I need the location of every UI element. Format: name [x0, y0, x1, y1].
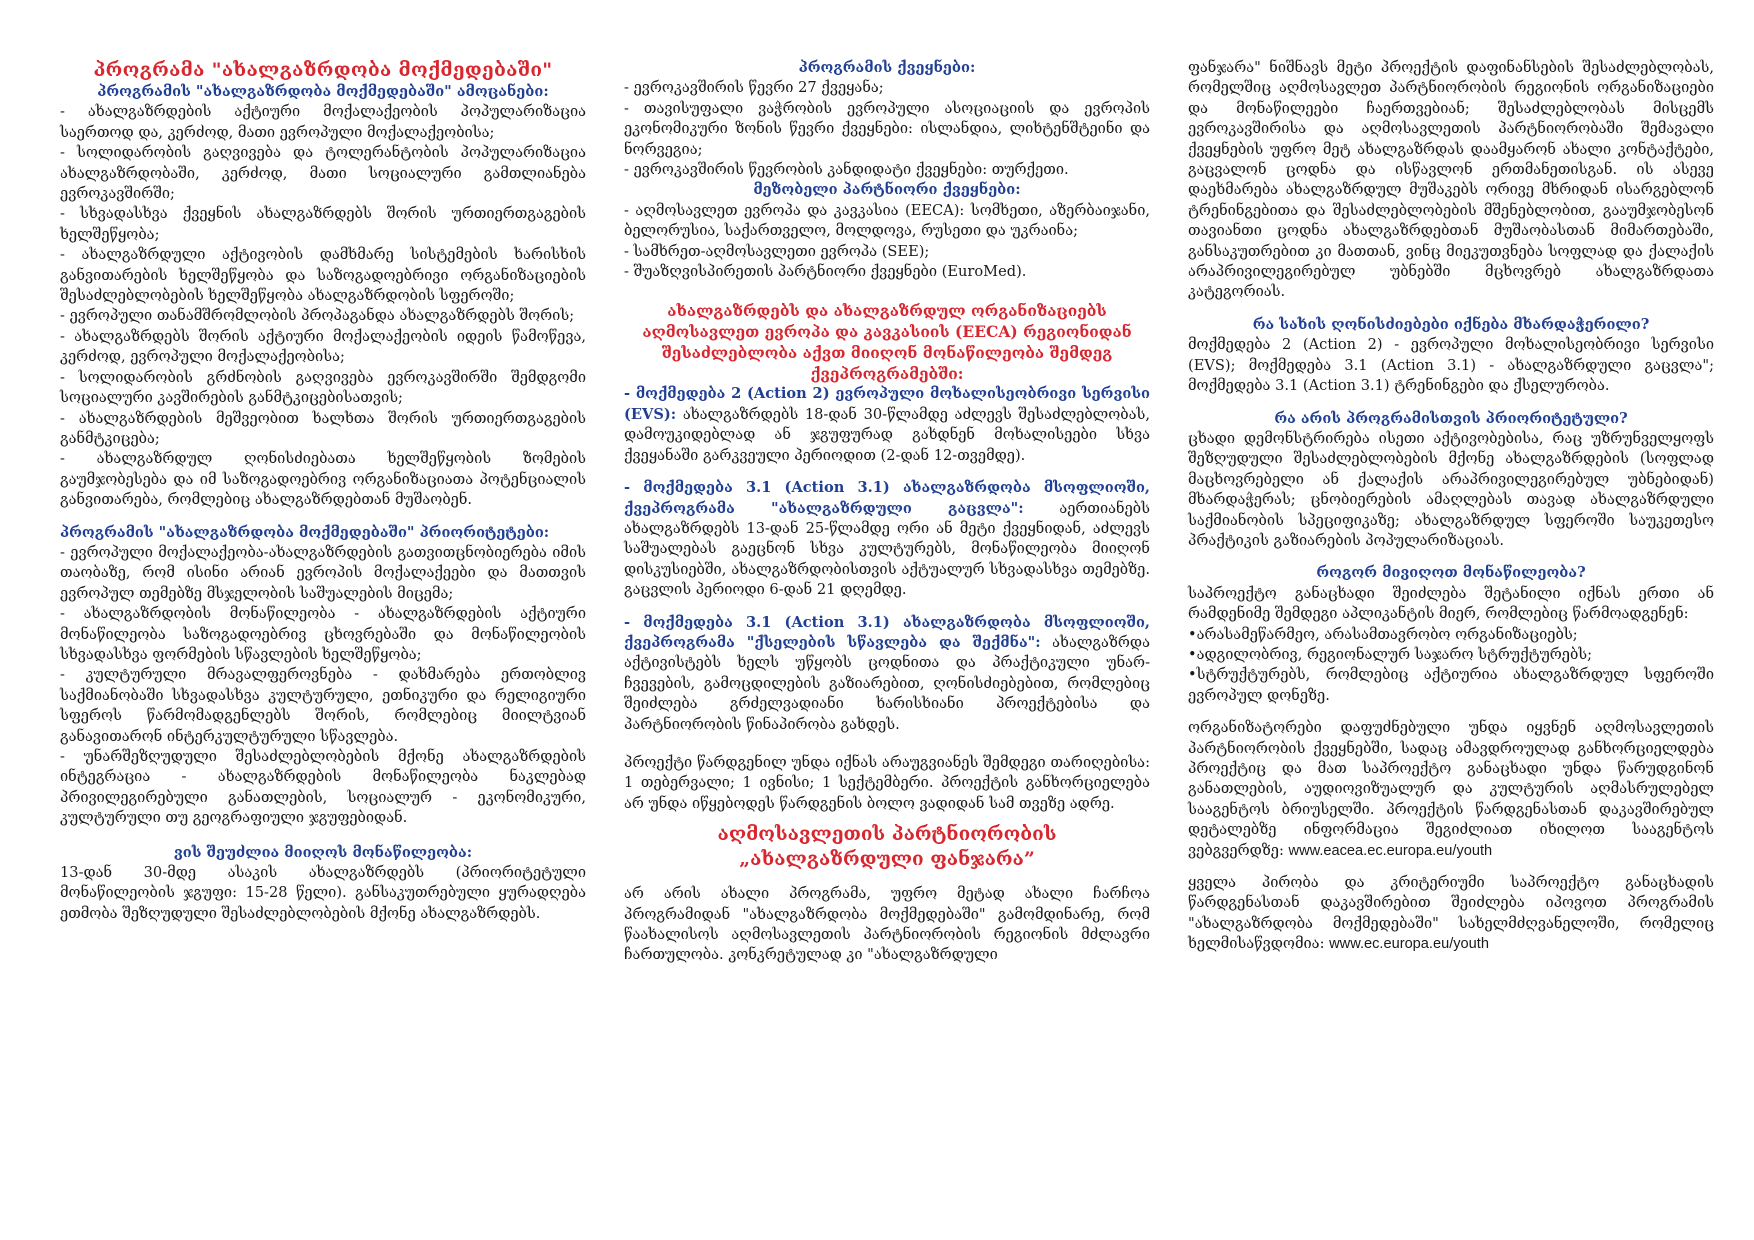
support-heading: რა სახის ღონისძიებები იქნება მხარდაჭერილი?: [1252, 315, 1650, 333]
aims-heading: პროგრამის "ახალგაზრდობა მოქმედებაში" ამოცანები:: [97, 83, 549, 100]
action-evs-text: ახალგაზრდებს 18-დან 30-წლამდე აძლევს შესაძლებლობას, დამოუკიდებლად ან ჯგუფურად გახდნენ მოხალისეები სხვა ქვეყანაში გარკვეული პერიოდით (2-დან 12-თვემდე).: [624, 405, 1150, 464]
list-item: - კულტურული მრავალფეროვნება - დახმარება ერთობლივ საქმიანობაში სხვადასხვა კულტურული, ეთნიკური და რელიგიური სფეროს წარმომადგენლებს შორის, რომლებიც მიილტვიან განავითარონ ინტერკულტურული სწავლება.: [60, 666, 586, 745]
list-item: - თავისუფალი ვაჭრობის ევროპული ასოციაციის და ევროპის ეკონომიკური ზონის წევრი ქვეყნები: ისლანდია, ლიხტენშტეინი და ნორვეგია;: [624, 99, 1150, 158]
list-item: - ევროკავშირის წევრი 27 ქვეყანა;: [624, 79, 884, 97]
support-text: მოქმედება 2 (Action 2) - ევროპული მოხალისეობრივი სერვისი (EVS); მოქმედება 3.1 (Action 3.1) - ახალგაზრდული გაცვლა"; მოქმედება 3.1 (Action 3.1) ტრენინგები და ქსელურობა.: [1188, 336, 1714, 395]
list-item: - სხვადასხვა ქვეყნის ახალგაზრდებს შორის ურთიერთგაგების ხელშეწყობა;: [60, 205, 586, 243]
list-item: - უნარშეზღუდული შესაძლებლობების მქონე ახალგაზრდების ინტეგრაცია - ახალგაზრდების მონაწილეობა ნაკლებად პრივილეგირებული განათლების, სოციალურ - ეკონომიკური, კულტურული თუ გეოგრაფიული ჯგუფებიდან.: [60, 748, 586, 827]
how-heading: როგორ მივიღოთ მონაწილეობა?: [1316, 564, 1586, 582]
action-networks-text: ახალგაზრდა აქტივისტებს ხელს უწყობს ცოდნითა და პრაქტიკული უნარ-ჩვევების, გამოცდილების გაზიარებით, ღონისძიებებით, რომლებიც შეიძლება გრძელვადიანი ხარისხიანი პროექტებისა და პარტნიორობის წინაპირობა გახდეს.: [624, 633, 1150, 733]
deadlines-text: პროექტი წარდგენილ უნდა იქნას არაუგვიანეს შემდეგი თარიღებისა: 1 თებერვალი; 1 ივნისი; 1 სექტემბერი. პროექტის განხორციელება არ უნდა იწყებოდეს წარდგენის ბოლო ვადიდან სამ თვეზე ადრე.: [624, 753, 1150, 812]
who-heading: ვის შეუძლია მიიღოს მონაწილეობა:: [173, 843, 473, 861]
priorities-heading: პროგრამის "ახალგაზრდობა მოქმედებაში" პრიორიტეტები:: [60, 523, 550, 541]
list-item: - ევროკავშირის წევრობის კანდიდატი ქვეყნები: თურქეთი.: [624, 161, 1069, 179]
action-evs-heading: - მოქმედება 2 (Action 2) ევროპული მოხალისეობრივი სერვისი (EVS):: [624, 385, 1150, 423]
list-item: - ახალგაზრდულ ღონისძიებათა ხელშეწყობის ზომების გაუმჯობესება და იმ საზოგადოებრივ ორგანიზაციათა პოტენციალის განვითარება, რომლებიც ახალგაზრდებთან მუშაობენ.: [60, 450, 586, 509]
youth-window-title-line2: „ახალგაზრდული ფანჯარა”: [739, 848, 1035, 871]
list-item: •ადგილობრივ, რეგიონალურ საჯარო სტრუქტურებს;: [1188, 645, 1593, 663]
list-item: - სოლიდარობის გრძნობის გაღვივება ევროკავშირში შემდგომი სოციალური კავშირების განმტკიცებისათვის;: [60, 368, 586, 407]
youth-window-title: [624, 822, 1150, 872]
aims-list: [60, 102, 586, 510]
list-item: - ახალგაზრდებს შორის აქტიური მოქალაქეობის იდეის წამოწევა, კერძოდ, ევროპული მოქალაქეობისა;: [60, 327, 586, 366]
list-item: - ახალგაზრდობის მონაწილეობა - ახალგაზრდების აქტიური მონაწილეობა საზოგადოებრივ ცხოვრებაში და მონაწილეობის სხვადასხვა ფორმების სწავლების ხელშეწყობა;: [60, 605, 586, 663]
eacea-link[interactable]: www.eacea.ec.europa.eu/youth: [1288, 842, 1493, 859]
list-item: - შუაზღვისპირეთის პარტნიორი ქვეყნები (EuroMed).: [624, 263, 1027, 281]
program-title: პროგრამა "ახალგაზრდობა მოქმედებაში": [93, 59, 553, 81]
youth-window-continued: ფანჯარა" ნიშნავს მეტი პროექტის დაფინანსების შესაძლებლობას, რომელშიც აღმოსავლეთ პარტნიორობის რეგიონის ორგანიზაციები და მონაწილეები ჩაერთვებიან; შესაძლებლობას მისცემს ევროკავშირისა და აღმოსავლეთის პარტნიორობაში შემავალი ქვეყნების უფრო მეტ ახალგაზრდას დაამყარონ ახალი კონტაქტები, გაცვალონ ცოდნა და ისწავლონ ერთმანეთისგან. ის ასევე დაეხმარება ახალგაზრდულ მუშაკებს ორივე მხრიდან ისარგებლონ ტრენინგებითა და შესაძლებლობების მშენებლობით, გააუმჯობესონ თავიანთი ცოდნა ახალგაზრდებთან მუშაობასთან მიმართებაში, განსაკუთრებით კი მათთან, ვინც მიეკუთვნება სოფლად და ქალაქის არაპრივილეგირებულ უბნებში მცხოვრებ ახალგაზრდათა კატეგორიას.: [1188, 59, 1714, 301]
action-exchange: [624, 478, 1150, 600]
list-item: - ახალგაზრდების მეშვეობით ხალხთა შორის ურთიერთგაგების განმტკიცება;: [60, 409, 586, 447]
action-evs: [624, 384, 1150, 466]
column-middle: [624, 58, 1150, 1210]
youth-window-title-line1: აღმოსავლეთის პარტნიორობის: [717, 823, 1057, 846]
column-right: [1188, 58, 1714, 1210]
who-text: 13-დან 30-მდე ასაკის ახალგაზრდებს (პრიორიტეტული მონაწილეობის ჯგუფი: 15-28 წელი). განსაკუთრებული ყურადღება ეთმობა შეზღუდული შესაძლებლობების მქონე ახალგაზრდებს.: [60, 864, 586, 922]
priority-text: ცხადი დემონსტრირება ისეთი აქტივობებისა, რაც უზრუნველყოფს შეზღუდული შესაძლებლობების მქონე ახალგაზრდების (სოფლად მაცხოვრებელი ან ქალაქის არაპრივილეგირებულ უბნებიდან) მხარდაჭერას; ცნობიერების ამაღლებას თავად ახალგაზრდული საქმიანობის სპეციფიკაზე; ახალგაზრდულ სფეროში საუკეთესო პრაქტიკის გაზიარების პოპულარიზაციას.: [1188, 429, 1714, 549]
youth-window-text: არ არის ახალი პროგრამა, უფრო მეტად ახალი ჩარჩოა პროგრამიდან "ახალგაზრდობა მოქმედებაში" გამომდინარე, რომ წაახალისოს აღმოსავლეთის პარტნიორობის რეგიონის მძლავრი ჩართულობა. კონკრეტულად კი "ახალგაზრდული: [624, 885, 1150, 964]
list-item: - ევროპული თანამშრომლობის პროპაგანდა ახალგაზრდებს შორის;: [60, 307, 575, 325]
list-item: •სტრუქტურებს, რომლებიც აქტიურია ახალგაზრდულ სფეროში ევროპულ დონეზე.: [1188, 666, 1714, 704]
list-item: - ახალგაზრდების აქტიური მოქალაქეობის პოპულარიზაცია საერთოდ და, კერძოდ, მათი ევროპული მოქალაქეობისა;: [60, 103, 586, 141]
priority-heading: რა არის პროგრამისთვის პრიორიტეტული?: [1274, 409, 1628, 427]
list-item: •არასამეწარმეო, არასამთავრობო ორგანიზაციებს;: [1188, 625, 1578, 643]
priorities-list: [60, 543, 586, 829]
list-item: - ახალგაზრდული აქტივობის დამხმარე სისტემების ხარისხის განვითარების ხელშეწყობა და საზოგადოებრივი ორგანიზაციების შესაძლებლობების ხელშეწყობა ახალგაზრდობის სფეროში;: [60, 246, 586, 305]
eeca-title: ახალგაზრდებს და ახალგაზრდულ ორგანიზაციებს აღმოსავლეთ ევროპა და კავკასიის (EECA) რეგიონიდან შესაძლებლობა აქვთ მიიღონ მონაწილეობა შემდეგ ქვეპროგრამებში:: [642, 301, 1132, 384]
action-exchange-heading: - მოქმედება 3.1 (Action 3.1) ახალგაზრდობა მსოფლიოში, ქვეპროგრამა "ახალგაზრდული გაცვლა":: [624, 479, 1150, 517]
organizers-text: ორგანიზატორები დაფუძნებული უნდა იყვნენ აღმოსავლეთის პარტნიორობის ქვეყნებში, სადაც ამავდროულად განხორციელდება პროექტიც და მათ საპროექტო განაცხადი უნდა წარუდგინონ განათლების, აუდიოვიზუალურ და კულტურის აღმასრულებელ სააგენტოს ბრიუსელში. პროექტის წარდგენასთან დაკავშირებულ დეტალებზე ინფორმაცია შეგიძლიათ იხილოთ სააგენტოს ვებგვერდზე: www.eacea.ec.europa.eu/youth: [1188, 719, 1714, 859]
action-networks: [624, 613, 1150, 735]
list-item: - სამხრეთ-აღმოსავლეთი ევროპა (SEE);: [624, 242, 930, 260]
partners-heading: მეზობელი პარტნიორი ქვეყნები:: [753, 181, 1021, 199]
countries-heading: პროგრამის ქვეყნები:: [798, 59, 976, 76]
how-intro: საპროექტო განაცხადი შეიძლება შეტანილი იქნას ერთი ან რამდენიმე შემდეგი აპლიკანტის მიერ, რომლებიც წარმოადგენენ:: [1188, 584, 1714, 623]
list-item: - ევროპული მოქალაქეობა-ახალგაზრდების გათვითცნობიერება იმის თაობაზე, რომ ისინი არიან ევროპის მოქალაქეები და მათთვის ევროპულ თემებზე მსჯელობის საშუალების მიცემა;: [60, 543, 586, 602]
column-left: [60, 58, 586, 1210]
list-item: - აღმოსავლეთ ევროპა და კავკასია (EECA): სომხეთი, აზერბაიჯანი, ბელორუსია, საქართველო, მოლდოვა, რუსეთი და უკრაინა;: [624, 201, 1150, 240]
europa-youth-link[interactable]: www.ec.europa.eu/youth: [1329, 936, 1489, 953]
list-item: - სოლიდარობის გაღვივება და ტოლერანტობის პოპულარიზაცია ახალგაზრდობაში, კერძოდ, მათი სოციალური გამთლიანება ევროკავშირში;: [60, 144, 586, 203]
final-text: ყველა პირობა და კრიტერიუმი საპროექტო განაცხადის წარდგენასთან დაკავშირებით შეიძლება იპოვოთ პროგრამის "ახალგაზრდობა მოქმედებაში" სახელმძღვანელოში, რომელიც ხელმისაწვდომია: www.ec.europa.eu/youth: [1188, 874, 1714, 953]
action-exchange-text: აერთიანებს ახალგაზრდებს 13-დან 25-წლამდე ორი ან მეტი ქვეყნიდან, აძლევს საშუალებას გაეცნონ სხვა კულტურებს, მონაწილეობა მიიღონ დისკუსიებში, ახალგაზრდობისთვის აქტუალურ სხვადასხვა თემებზე. გაცვლის პერიოდი 6-დან 21 დღემდე.: [624, 499, 1150, 599]
action-networks-heading: - მოქმედება 3.1 (Action 3.1) ახალგაზრდობა მსოფლიოში, ქვეპროგრამა "ქსელების სწავლება და შექმნა":: [624, 613, 1150, 651]
